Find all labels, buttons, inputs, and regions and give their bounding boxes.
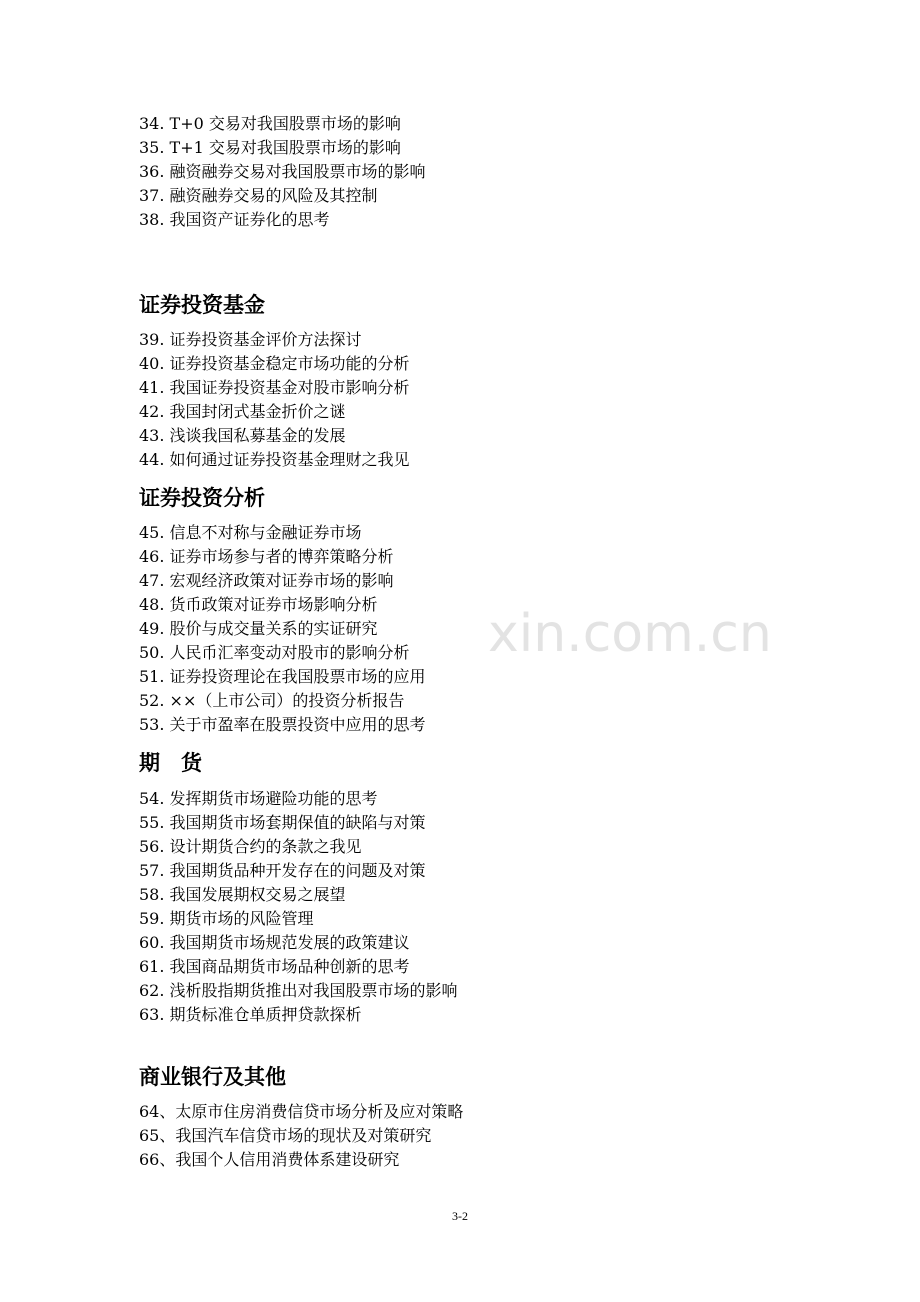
list-item: 50. 人民币汇率变动对股市的影响分析 xyxy=(139,643,410,662)
list-item: 38. 我国资产证券化的思考 xyxy=(139,210,330,229)
list-item: 39. 证券投资基金评价方法探讨 xyxy=(139,330,362,349)
list-item: 44. 如何通过证券投资基金理财之我见 xyxy=(139,450,410,469)
topic-list-securities-market xyxy=(139,112,839,232)
list-item: 43. 浅谈我国私募基金的发展 xyxy=(139,426,346,445)
topic-list-commercial-banking xyxy=(139,1100,839,1172)
list-item: 37. 融资融券交易的风险及其控制 xyxy=(139,186,378,205)
section-heading-investment-analysis: 证券投资分析 xyxy=(139,486,265,510)
list-item: 61. 我国商品期货市场品种创新的思考 xyxy=(139,957,410,976)
list-item: 41. 我国证券投资基金对股市影响分析 xyxy=(139,378,410,397)
list-item: 46. 证券市场参与者的博弈策略分析 xyxy=(139,547,394,566)
list-item: 58. 我国发展期权交易之展望 xyxy=(139,885,346,904)
list-item: 54. 发挥期货市场避险功能的思考 xyxy=(139,789,378,808)
list-item: 65、我国汽车信贷市场的现状及对策研究 xyxy=(139,1126,432,1145)
section-heading-futures: 期 货 xyxy=(139,751,202,775)
list-item: 66、我国个人信用消费体系建设研究 xyxy=(139,1150,400,1169)
list-item: 59. 期货市场的风险管理 xyxy=(139,909,314,928)
topic-list-futures xyxy=(139,787,839,1027)
list-item: 34. T+0 交易对我国股票市场的影响 xyxy=(139,114,401,133)
list-item: 62. 浅析股指期货推出对我国股票市场的影响 xyxy=(139,981,458,1000)
watermark: xin.com.cn xyxy=(488,604,772,664)
list-item: 64、太原市住房消费信贷市场分析及应对策略 xyxy=(139,1102,464,1121)
list-item: 40. 证券投资基金稳定市场功能的分析 xyxy=(139,354,410,373)
list-item: 56. 设计期货合约的条款之我见 xyxy=(139,837,362,856)
list-item: 51. 证券投资理论在我国股票市场的应用 xyxy=(139,667,426,686)
list-item: 48. 货币政策对证券市场影响分析 xyxy=(139,595,378,614)
topic-list-investment-analysis xyxy=(139,521,839,737)
list-item: 36. 融资融券交易对我国股票市场的影响 xyxy=(139,162,426,181)
list-item: 49. 股价与成交量关系的实证研究 xyxy=(139,619,378,638)
list-item: 63. 期货标准仓单质押贷款探析 xyxy=(139,1005,362,1024)
list-item: 57. 我国期货品种开发存在的问题及对策 xyxy=(139,861,426,880)
list-item: 35. T+1 交易对我国股票市场的影响 xyxy=(139,138,401,157)
list-item: 52. ××（上市公司）的投资分析报告 xyxy=(139,691,405,710)
page-number: 3-2 xyxy=(452,1209,468,1223)
topic-list-investment-fund xyxy=(139,328,839,472)
list-item: 45. 信息不对称与金融证券市场 xyxy=(139,523,362,542)
list-item: 53. 关于市盈率在股票投资中应用的思考 xyxy=(139,715,426,734)
list-item: 47. 宏观经济政策对证券市场的影响 xyxy=(139,571,394,590)
section-heading-investment-fund: 证券投资基金 xyxy=(139,293,265,317)
list-item: 55. 我国期货市场套期保值的缺陷与对策 xyxy=(139,813,426,832)
list-item: 60. 我国期货市场规范发展的政策建议 xyxy=(139,933,410,952)
section-heading-commercial-banking: 商业银行及其他 xyxy=(139,1065,286,1089)
list-item: 42. 我国封闭式基金折价之谜 xyxy=(139,402,346,421)
